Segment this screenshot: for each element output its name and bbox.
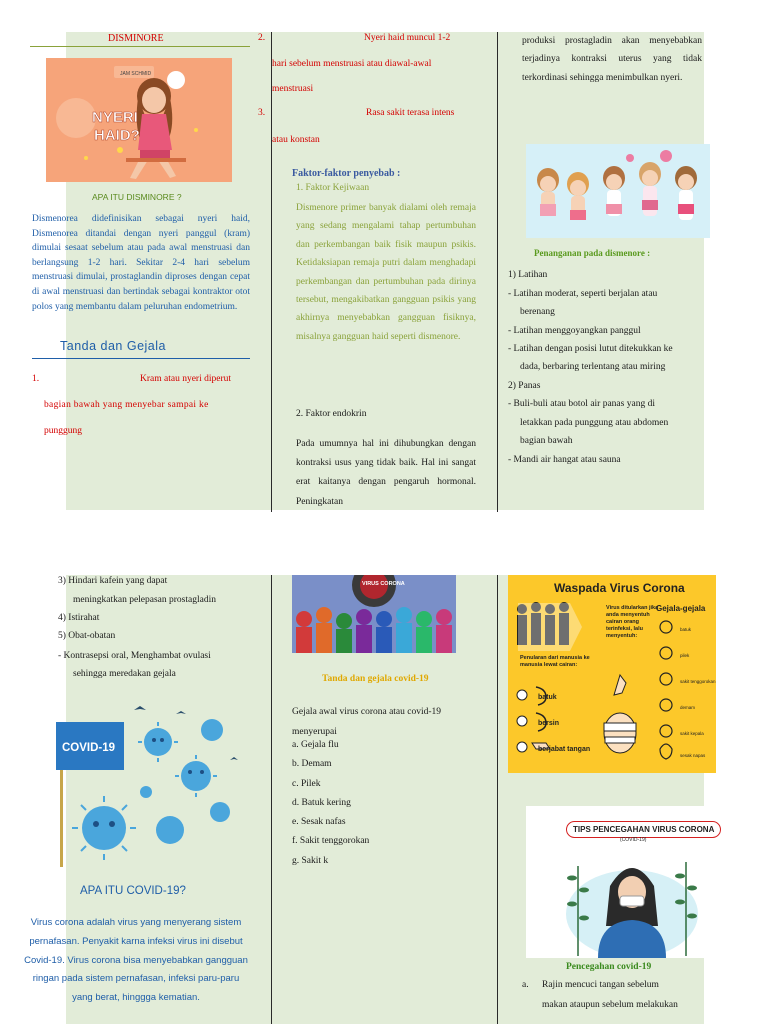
svg-text:Penularan dari manusia ke: Penularan dari manusia ke — [520, 655, 590, 661]
penanganan-item: - Latihan dengan posisi lutut ditekukkan ke — [508, 344, 673, 354]
apa-itu-covid-title: APA ITU COVID-19? — [80, 885, 186, 897]
svg-text:menyentuh:: menyentuh: — [606, 633, 638, 639]
heading-underline — [30, 46, 250, 47]
svg-text:sakit tenggorokan: sakit tenggorokan — [680, 679, 716, 684]
tanda-covid-list — [292, 740, 482, 875]
lanjutan-item: 4) Istirahat — [58, 613, 100, 623]
faktor-2: 2. Faktor endokrin — [296, 409, 367, 419]
tanda-covid-item: a. Gejala flu — [292, 740, 339, 750]
tanda-item-1-a: Kram atau nyeri diperut — [140, 374, 232, 384]
page2-divider-1 — [271, 575, 272, 1024]
svg-text:manusia lewat cairan:: manusia lewat cairan: — [520, 662, 578, 668]
penanganan-list — [508, 270, 704, 473]
girls-illustration — [526, 144, 710, 238]
svg-text:HAID?: HAID? — [94, 127, 140, 144]
svg-text:anda menyentuh: anda menyentuh — [606, 612, 650, 618]
svg-text:bersin: bersin — [538, 720, 560, 727]
svg-text:Gejala-gejala: Gejala-gejala — [656, 604, 706, 613]
tanda-covid-intro: Gejala awal virus corona atau covid-19 menyerupai — [292, 707, 442, 737]
tanda-covid-item: g. Sakit k — [292, 855, 329, 866]
pencegahan-a-text2: makan ataupun sebelum melakukan — [542, 1000, 678, 1010]
tanda-item-1-c: punggung — [44, 426, 82, 436]
page1-divider-1 — [271, 32, 272, 512]
svg-text:berjabat tangan: berjabat tangan — [538, 746, 591, 753]
tips-pencegahan-image — [526, 806, 738, 958]
penanganan-item: - Mandi air hangat atau sauna — [508, 455, 621, 465]
crowd-svg — [292, 575, 456, 653]
lanjutan-item: - Kontrasepsi oral, Menghambat ovulasi — [58, 651, 211, 661]
svg-text:terinfeksi, lalu: terinfeksi, lalu — [606, 626, 643, 632]
tanda-item-2-c: menstruasi — [272, 84, 314, 94]
tanda-item-2-num: 2. — [258, 33, 266, 43]
tanda-covid-item: d. Batuk kering — [292, 797, 351, 808]
penanganan-item: - Buli-buli atau botol air panas yang di — [508, 399, 655, 409]
svg-text:pilek: pilek — [680, 653, 690, 658]
poster-svg — [508, 575, 716, 773]
tanda-gejala-title: Tanda dan Gejala — [60, 339, 166, 353]
girls-svg — [526, 144, 710, 238]
penanganan-item: letakkan pada punggung atau abdomen — [520, 418, 669, 428]
penanganan-item: dada, berbaring terlentang atau miring — [520, 362, 666, 372]
penanganan-item: 2) Panas — [508, 381, 541, 391]
tanda-covid-item: b. Demam — [292, 759, 332, 769]
faktor-title: Faktor-faktor penyebab : — [292, 168, 401, 179]
tanda-item-3-a: Rasa sakit terasa intens — [366, 108, 455, 118]
tanda-covid-item: f. Sakit tenggorokan — [292, 836, 370, 846]
tanda-item-2-a: Nyeri haid muncul 1-2 — [364, 33, 451, 43]
penanganan-title: Penanganan pada dismenore : — [534, 248, 651, 258]
disminore-heading: DISMINORE — [108, 33, 164, 44]
tanda-covid-item: c. Pilek — [292, 778, 321, 789]
tanda-item-2-b: hari sebelum menstruasi atau diawal-awal — [272, 59, 432, 69]
svg-text:NYERI: NYERI — [92, 109, 138, 126]
covid-illustration — [46, 700, 246, 870]
apa-itu-covid-text: Virus corona adalah virus yang menyerang sistem pernafasan. Penyakit karna infeksi virus ini disebut Covid-19. Virus corona bisa menyebabkan gangguan ringan pada sistem pernafasan, infeksi paru-paru yang berat, hinggga kematian. — [24, 917, 248, 1004]
penanganan-item: berenang — [520, 307, 555, 317]
tanda-item-1-b: bagian bawah yang menyebar sampai ke — [44, 400, 209, 410]
faktor-1-text: Dismenore primer banyak dialami oleh remaja yang sedang mengalami tahap pertumbuhan dan perkembangan baik fisik maupun psikis. Ketidaksiapan remaja putri dalam menghadapi perkembangan dan pertumbuhan pada dirinya tersebut, mengakibatkan gangguan psikis yang akhirnya menyebabkan gangguan fisiknya, misalnya gangguan haid seperti dismenore. — [296, 203, 476, 342]
lanjutan-item: sehingga meredakan gejala — [73, 669, 176, 679]
col3-top-text: produksi prostagladin akan menyebabkan terjadinya kontraksi uterus yang tidak terkordinasi sehingga menimbulkan nyeri. — [522, 36, 702, 83]
covid-svg — [46, 700, 246, 870]
svg-text:sesak napas: sesak napas — [680, 753, 706, 758]
penanganan-item: 1) Latihan — [508, 270, 548, 280]
faktor-1: 1. Faktor Kejiwaan — [296, 183, 370, 193]
poster-title: Waspada Virus Corona — [554, 581, 685, 595]
svg-text:sakit kepala: sakit kepala — [680, 731, 704, 736]
lanjutan-list — [58, 576, 252, 687]
tanda-item-3-b: atau konstan — [272, 135, 320, 145]
tanda-item-1-num: 1. — [32, 374, 40, 384]
tanda-underline — [32, 358, 250, 359]
svg-text:demam: demam — [680, 705, 696, 710]
faktor-2-text: Pada umumnya hal ini dihubungkan dengan kontraksi usus yang tidak baik. Hal ini sangat erat kaitanya dengan pengaruh hormonal. Peningkatan — [296, 439, 476, 507]
covid-banner-text: COVID-19 — [62, 742, 116, 754]
waspada-virus-corona-poster — [508, 575, 716, 773]
disminore-paragraph: Dismenorea didefinisikan sebagai nyeri haid, Dismenorea ditandai dengan nyeri panggul (kram) dimulai sesaat sebelum atau pada awal menstruasi dan berlangsung 1-2 hari. Sekitar 2-4 hari sebelum menstruasi dimulai, prostaglandin diproses dengan cepat di awal menstruasi dan bertindak sebagai kontraktor otot polos yang membantu dalam peluruhan endometrium. — [32, 214, 250, 312]
tanda-covid-item: e. Sesak nafas — [292, 817, 346, 827]
virus-corona-crowd-image — [292, 575, 456, 653]
svg-text:batuk: batuk — [680, 627, 692, 632]
tips-title: TIPS PENCEGAHAN VIRUS CORONA — [566, 821, 721, 838]
penanganan-item: - Latihan menggoyangkan panggul — [508, 326, 641, 336]
svg-text:Virus ditularkan jika: Virus ditularkan jika — [606, 605, 659, 611]
lanjutan-item: meningkatkan pelepasan prostagladin — [73, 595, 216, 605]
page2-divider-2 — [497, 575, 498, 1024]
svg-text:batuk: batuk — [538, 694, 557, 701]
tanda-covid-title: Tanda dan gejala covid-19 — [322, 674, 429, 684]
tanda-item-3-num: 3. — [258, 108, 266, 118]
tips-svg — [526, 806, 738, 958]
page1-divider-2 — [497, 32, 498, 512]
pencegahan-title: Pencegahan covid-19 — [566, 962, 652, 972]
penanganan-item: bagian bawah — [520, 436, 573, 446]
svg-text:cairan orang: cairan orang — [606, 619, 640, 625]
lanjutan-item: 3) Hindari kafein yang dapat — [58, 576, 168, 586]
pencegahan-a-text1: Rajin mencuci tangan sebelum — [542, 980, 659, 990]
pencegahan-a-num: a. — [522, 980, 529, 990]
svg-text:JAM SCHMID: JAM SCHMID — [120, 71, 152, 77]
lanjutan-item: 5) Obat-obatan — [58, 631, 116, 641]
penanganan-item: - Latihan moderat, seperti berjalan atau — [508, 289, 658, 299]
tips-subtitle: (COVID-19) — [620, 837, 647, 843]
virus-corona-label: VIRUS CORONA — [362, 581, 405, 587]
nyeri-haid-svg — [46, 58, 232, 182]
apa-itu-disminore: APA ITU DISMINORE ? — [92, 192, 182, 202]
nyeri-haid-illustration — [46, 58, 232, 182]
